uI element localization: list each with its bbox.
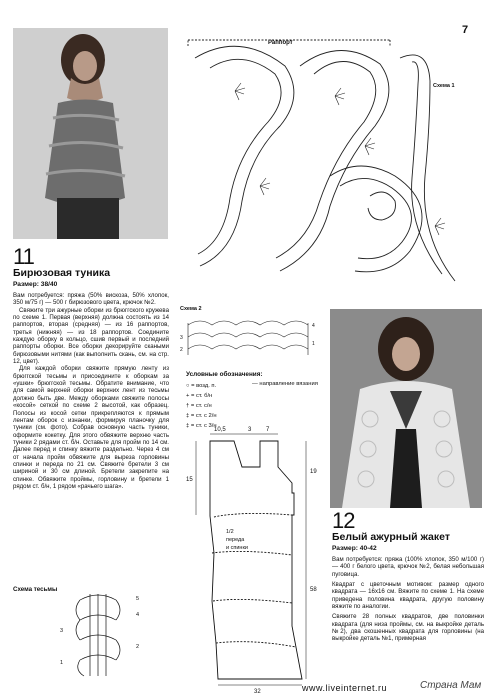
item11-paragraph: Свяжите три ажурные оборки из брюггского кружева по схеме 1. Первая (верхняя) должна состоять из 14 раппортов, вторая (средняя) — из 16 раппортов, третья (нижняя) — из 18 раппортов. Соедините каждую оборку в кольцо, сшив первый и последний раппорты оборки. Все оборки декорируйте скаными бирюзовыми нитями (как выполнить скань, см. на стр. 12, цвет). xyxy=(13,306,169,366)
svg-text:1: 1 xyxy=(312,341,315,347)
svg-text:2: 2 xyxy=(180,347,183,353)
item11-title: Бирюзовая туника xyxy=(13,267,111,279)
dtr-crochet-symbol-icon: ‡ xyxy=(186,423,191,429)
jacket-photo-drawing xyxy=(330,309,482,508)
dim-3: 3 xyxy=(248,427,252,433)
pattern-drawing xyxy=(182,421,322,695)
item11-paragraph: Вам потребуется: пряжа (50% вискоза, 50% хлопок, 350 м/75 г) — 500 г бирюзового цвета, крючок №2. xyxy=(13,292,169,307)
tunic-photo-drawing xyxy=(13,28,168,239)
svg-text:4: 4 xyxy=(312,323,315,329)
item12-size: Размер: 40-42 xyxy=(332,545,377,552)
tape-label-5: 5 xyxy=(136,596,140,602)
pattern-note-part3: и спинки xyxy=(226,545,248,551)
pattern-note-part1: 1/2 xyxy=(226,529,234,535)
legend-item: † = ст. с/н xyxy=(186,403,212,409)
legend-item: + = ст. б/н xyxy=(186,393,213,399)
treble-crochet-symbol-icon: ‡ xyxy=(186,413,191,419)
rapport-label: Раппорт xyxy=(268,40,293,46)
item11-number: 11 xyxy=(13,244,34,269)
dim-19: 19 xyxy=(310,469,317,475)
model-photo-tunic xyxy=(13,28,168,239)
scheme2-label: Схема 2 xyxy=(180,306,202,312)
item12-paragraph: Вам потребуется: пряжа (100% хлопок, 350 м/100 г) — 400 г белого цвета, крючок №2, белая небольшая пуговица. xyxy=(332,556,484,578)
double-crochet-symbol-icon: † xyxy=(186,403,191,409)
scheme2-drawing xyxy=(178,315,318,365)
scheme1-drawing xyxy=(180,36,485,301)
item11-size: Размер: 38/40 xyxy=(13,281,58,288)
tape-label-2: 2 xyxy=(136,644,140,650)
model-photo-jacket xyxy=(330,309,482,508)
legend-item: ‡ = ст. с 2/н xyxy=(186,413,217,419)
item12-paragraph: Квадрат с цветочным мотивом: размер одного квадрата — 16x16 см. Вяжите по схеме 1. На схеме приведена половина квадрата, другую половину вяжите по аналогии. xyxy=(332,581,484,611)
single-crochet-symbol-icon: + xyxy=(186,393,191,399)
dim-7: 7 xyxy=(266,427,270,433)
item11-text xyxy=(13,292,169,490)
tape-label-4: 4 xyxy=(136,612,140,618)
legend-title: Условные обозначения: xyxy=(186,371,263,378)
legend-item: ○ = возд. п. xyxy=(186,383,217,389)
page-number: 7 xyxy=(462,24,469,36)
legend-item: ‡ = ст. с 3/н xyxy=(186,423,217,429)
item12-text xyxy=(332,556,484,643)
tape-label-1: 1 xyxy=(60,660,64,666)
svg-text:3: 3 xyxy=(180,335,183,341)
item12-number: 12 xyxy=(332,508,355,533)
tape-scheme-label: Схема тесьмы xyxy=(13,586,58,593)
dim-58: 58 xyxy=(310,587,317,593)
dim-32: 32 xyxy=(254,689,261,695)
pattern-note-part2: переда xyxy=(226,537,245,543)
item12-paragraph: Свяжите 28 полных квадратов, две половинки квадрата (для низа проймы, см. на выкройке деталь №2), два скошенных квадрата для горловины (на выкройке деталь №1, примерная xyxy=(332,613,484,643)
dim-15: 15 xyxy=(186,477,193,483)
dim-10-5: 10,5 xyxy=(214,427,226,433)
legend-direction: — направление вязания xyxy=(252,381,318,387)
scheme1-label: Схема 1 xyxy=(433,83,455,89)
footer-url: www.liveinternet.ru xyxy=(302,683,388,693)
watermark-text: Страна Мам xyxy=(420,680,482,691)
item12-title: Белый ажурный жакет xyxy=(332,531,450,543)
tape-label-3: 3 xyxy=(60,628,64,634)
item11-paragraph: Для каждой оборки свяжите прямую ленту из брюггской тесьмы и присоедините к оборкам за «ушки» брюггской тесьмы. Обратите внимание, что для самой верхней оборки верхних лент из тесьмы должно быть две. Между оборками свяжите полосы «косой» сеткой по схеме 2 высотой, как образец. Полосы из косой сетки прикрепляются к прямым лентам оборок с изнанки, формируя планочку для туники (см. фото). Собрав основную часть туники, оформите кокетку. Для этого обвяжите верхню часть туники 2 рядами ст. б/н. Оставьте для пройм по 14 см. Далее перед и спинку вяжите раздельно. Через 4 см от начала пройм обвяжите для выреза горловины спинки и переда по 21 см. Свяжите бретели 3 см шириной и 30 см длиной. Бретели закрепите на спинке. Обвяжите проймы, горловину и бретели 1 рядом ст. б/н, 1 рядом «рачьего шага». xyxy=(13,365,169,490)
chain-symbol-icon: ○ xyxy=(186,383,192,389)
tape-scheme-drawing xyxy=(60,590,160,680)
